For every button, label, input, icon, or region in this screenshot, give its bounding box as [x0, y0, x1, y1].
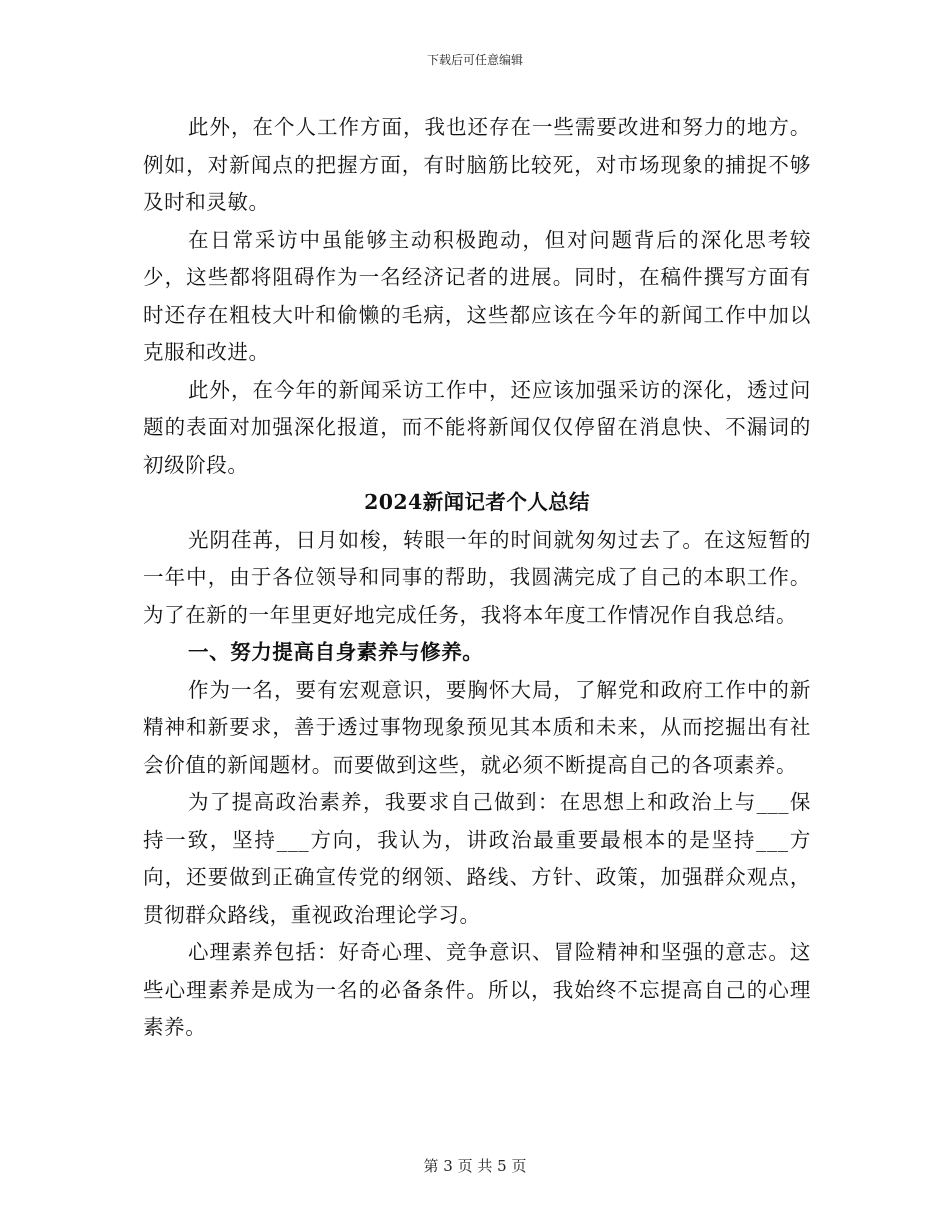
- paragraph-improvement-areas: 此外，在个人工作方面，我也还存在一些需要改进和努力的地方。例如，对新闻点的把握方面，有时脑筋比较死，对市场现象的捕捉不够及时和灵敏。: [143, 115, 811, 214]
- paragraph-psychological-literacy: 心理素养包括：好奇心理、竞争意识、冒险精神和坚强的意志。这些心理素养是成为一名的必备条件。所以，我始终不忘提高自己的心理素养。: [143, 940, 811, 1039]
- paragraph-macro-awareness: 作为一名，要有宏观意识，要胸怀大局，了解党和政府工作中的新精神和新要求，善于透过事物现象预见其本质和未来，从而挖掘出有社会价值的新闻题材。而要做到这些，就必须不断提高自己的各项素养。: [143, 677, 811, 777]
- page-header: 下载后可任意编辑: [426, 53, 523, 67]
- document-body: [143, 109, 811, 1047]
- document-title: 2024新闻记者个人总结: [364, 490, 590, 514]
- section-heading: 一、努力提高自身素养与修养。: [188, 640, 484, 664]
- paragraph-political-literacy: 为了提高政治素养，我要求自己做到：在思想上和政治上与___保持一致，坚持___方向，我认为，讲政治最重要最根本的是坚持___方向，还要做到正确宣传党的纲领、路线、方针、政策，加强群众观点，贯彻群众路线，重视政治理论学习。: [143, 790, 811, 927]
- paragraph-deepen-reporting: 此外，在今年的新闻采访工作中，还应该加强采访的深化，透过问题的表面对加强深化报道，而不能将新闻仅仅停留在消息快、不漏词的初级阶段。: [143, 377, 811, 477]
- paragraph-interview-reflection: 在日常采访中虽能够主动积极跑动，但对问题背后的深化思考较少，这些都将阻碍作为一名经济记者的进展。同时，在稿件撰写方面有时还存在粗枝大叶和偷懒的毛病，这些都应该在今年的新闻工作中加以克服和改进。: [143, 227, 811, 364]
- paragraph-intro: 光阴荏苒，日月如梭，转眼一年的时间就匆匆过去了。在这短暂的一年中，由于各位领导和同事的帮助，我圆满完成了自己的本职工作。为了在新的一年里更好地完成任务，我将本年度工作情况作自我总结。: [143, 527, 811, 627]
- page-number: 第 3 页 共 5 页: [423, 1157, 527, 1175]
